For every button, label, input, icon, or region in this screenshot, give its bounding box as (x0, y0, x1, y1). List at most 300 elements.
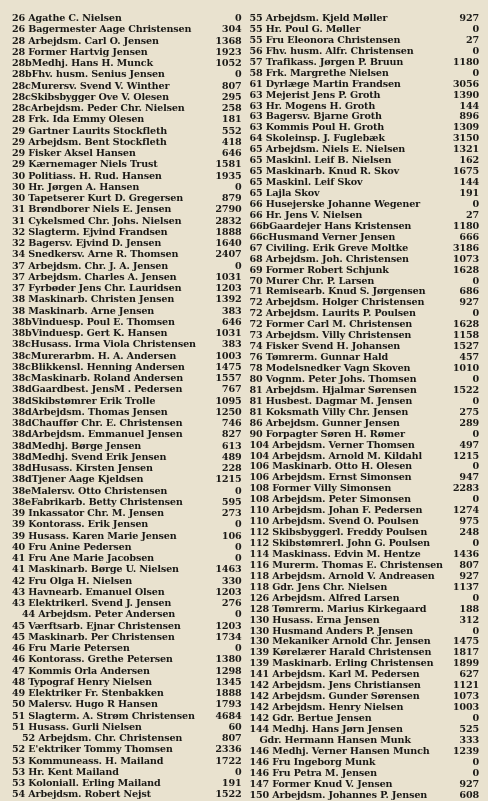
list-item (250, 494, 480, 505)
list-item (250, 308, 480, 319)
entry-name: Gdr. Hermann Hansen Munk (259, 734, 411, 746)
list-item (250, 374, 480, 385)
list-item (250, 768, 480, 779)
entry-name: 81 Arbejdsm. Hjalmar Sørensen (249, 384, 417, 396)
entry-name: 104 Arbejdsm. Arnold M. Kildahl (249, 450, 422, 462)
entry-name: 42 Fru Olga H. Nielsen (12, 575, 133, 587)
entry-name: 68 Arbejdsm. Joh. Christensen (249, 253, 409, 265)
entry-value: 330 (221, 575, 242, 587)
entry-name: 90 Forpagter Søren H. Rømer (249, 428, 405, 440)
entry-value: 1052 (215, 58, 242, 69)
list-item (12, 643, 242, 654)
entry-name: 72 Arbejdsm. Laurits P. Poulsen (249, 308, 416, 320)
list-item (250, 177, 480, 188)
entry-name: 106 Maskinarb. Otto H. Olesen (249, 461, 412, 473)
list-item (250, 461, 480, 472)
list-item (12, 441, 242, 452)
list-item (12, 699, 242, 710)
entry-name: 46 Kontorass. Grethe Petersen (12, 654, 173, 666)
entry-name: 150 Arbejdsm. Johannes P. Jensen (249, 789, 428, 801)
entry-name: 40 Fru Anine Pedersen (12, 541, 132, 553)
entry-value: 1203 (215, 620, 242, 632)
entry-name: 50 Malersv. Hugo R Hansen (12, 699, 158, 711)
list-item (12, 418, 242, 429)
entry-name: 142 Arbejdsm. Jens Christiansen (249, 680, 421, 692)
entry-name: 55 Hr. Poul G. Møller (249, 23, 361, 35)
entry-name: 41 Maskinarb. Børge U. Nielsen (12, 564, 179, 576)
list-item (12, 58, 242, 69)
list-item (250, 363, 480, 374)
list-item (12, 531, 242, 542)
entry-name: 130 Husass. Erna Jensen (249, 614, 380, 626)
entry-name: 104 Arbejdsm. Verner Thomsen (249, 439, 415, 451)
list-item (250, 669, 480, 680)
entry-value: 418 (221, 136, 242, 148)
list-item (250, 658, 480, 669)
list-item (250, 527, 480, 538)
entry-value: 1180 (452, 56, 479, 68)
entry-name: 38dSkibstømrer Erik Trolle (12, 395, 156, 407)
entry-value: 248 (459, 527, 479, 538)
entry-value: 2407 (215, 249, 242, 261)
entry-name: 45 Værftsarb. Ejnar Christensen (12, 620, 181, 632)
entry-value: 144 (459, 177, 479, 188)
entry-value: 1557 (215, 373, 242, 384)
entry-name: 28bMedhj. Hans H. Munck (12, 58, 153, 69)
list-item (12, 159, 242, 170)
entry-name: 110 Arbejdsm. Johan F. Pedersen (249, 505, 423, 517)
list-item (250, 713, 480, 724)
list-item (250, 385, 480, 396)
entry-value: 0 (234, 519, 242, 531)
entry-value: 191 (221, 778, 242, 789)
entry-name: 142 Gdr. Bertue Jensen (249, 713, 372, 724)
list-item (12, 294, 242, 305)
list-item (250, 111, 480, 122)
entry-value: 947 (459, 472, 479, 484)
entry-value: 0 (472, 23, 479, 35)
entry-name: 63 Kommis Poul H. Groth (249, 122, 385, 134)
right-column (250, 13, 480, 800)
entry-name: 110 Arbejdsm. Svend O. Poulsen (249, 516, 419, 528)
list-item (250, 341, 480, 352)
entry-value: 489 (221, 451, 242, 463)
entry-value: 1475 (452, 636, 479, 648)
entry-name: 58 Frk. Margrethe Nielsen (249, 67, 389, 79)
entry-value: 1380 (215, 654, 242, 666)
entry-value: 2336 (215, 744, 242, 756)
entry-value: 1888 (215, 226, 242, 238)
list-item (12, 283, 242, 294)
list-item (12, 767, 242, 778)
entry-name: 139 Kørelærer Harald Christensen (249, 647, 432, 659)
entry-name: 49 Elektriker Fr. Stenbakken (12, 688, 164, 699)
list-item (12, 227, 242, 238)
entry-value: 1073 (452, 253, 479, 265)
entry-value: 646 (221, 148, 242, 159)
list-item (250, 396, 480, 407)
entry-value: 1581 (215, 159, 242, 171)
list-item (250, 735, 480, 746)
entry-name: 64 Skoleinsp. J. Fuglebæk (249, 133, 385, 145)
entry-name: 65 Maskinarb. Knud R. Skov (249, 166, 399, 178)
list-item (250, 35, 480, 46)
list-item (250, 276, 480, 287)
entry-value: 807 (459, 559, 479, 571)
list-item (12, 114, 242, 125)
entry-value: 1527 (452, 341, 479, 353)
list-item (12, 508, 242, 519)
entry-name: 55 Fru Eleonora Christensen (249, 34, 401, 46)
entry-value: 627 (459, 669, 479, 681)
entry-value: 0 (234, 766, 242, 778)
entry-value: 0 (234, 541, 242, 553)
entry-value: 106 (221, 530, 242, 542)
entry-value: 0 (472, 494, 479, 506)
entry-name: 71 Remisearb. Knud S. Jørgensen (249, 286, 426, 298)
entry-name: 28cArbejdsm. Peder Chr. Nielsen (12, 103, 185, 114)
entry-value: 0 (234, 485, 242, 497)
entry-value: 767 (221, 384, 242, 396)
list-item (12, 654, 242, 665)
entry-value: 0 (472, 308, 479, 320)
entry-value: 289 (459, 417, 479, 429)
entry-value: 1734 (215, 631, 242, 643)
entry-value: 0 (234, 553, 242, 564)
entry-value: 1073 (452, 691, 479, 703)
entry-name: 31 Cykelsmed Chr. Johs. Nielsen (12, 215, 182, 227)
list-item (250, 407, 480, 418)
entry-name: 30 Hr. Jørgen A. Hansen (12, 181, 140, 193)
entry-name: 38cHusass. Irma Viola Christensen (12, 339, 196, 351)
entry-name: 78 Modelsnedker Vagn Skoven (249, 363, 411, 374)
list-item (250, 254, 480, 265)
entry-name: 38eFabrikarb. Betty Christensen (12, 496, 183, 508)
list-item (12, 137, 242, 148)
list-item (250, 90, 480, 101)
entry-name: 108 Former Villy Simonsen (249, 483, 392, 495)
entry-name: 48 Typograf Henry Nielsen (12, 676, 152, 688)
entry-value: 552 (221, 125, 242, 137)
entry-value: 144 (459, 100, 479, 112)
entry-value: 1203 (215, 283, 242, 294)
entry-value: 1031 (215, 328, 242, 339)
entry-value: 1345 (215, 676, 242, 688)
list-item (250, 516, 480, 527)
list-item (12, 373, 242, 384)
list-item (250, 626, 480, 637)
entry-name: 38dArbejdsm. Thomas Jensen (12, 406, 168, 418)
list-item (12, 486, 242, 497)
entry-value: 1522 (452, 384, 479, 396)
entry-name: 74 Fisker Svend H. Johansen (249, 341, 401, 353)
list-item (250, 680, 480, 691)
list-item (12, 497, 242, 508)
entry-value: 1239 (452, 745, 479, 757)
entry-name: 28cMurersv. Svend V. Winther (12, 80, 170, 92)
entry-value: 1003 (452, 702, 479, 713)
entry-value: 276 (221, 598, 242, 609)
list-item (12, 204, 242, 215)
list-item (12, 13, 242, 24)
entry-name: 112 Skibstømrerl. John G. Poulsen (249, 538, 430, 549)
entry-name: 51 Husass. Gurli Nielsen (12, 721, 142, 733)
list-item (250, 429, 480, 440)
entry-name: 38 Maskinarb. Christen Jensen (12, 294, 175, 306)
entry-value: 1321 (452, 144, 479, 156)
entry-value: 0 (472, 67, 479, 79)
entry-name: 76 Tømrerm. Gunnar Hald (249, 352, 389, 363)
list-item (250, 133, 480, 144)
entry-name: 29 Kærnemager Niels Trust (12, 159, 158, 171)
list-item (250, 724, 480, 735)
entry-value: 1392 (215, 294, 242, 306)
entry-name: 28bFhv. husm. Senius Jensen (12, 69, 165, 81)
entry-value: 2832 (215, 215, 242, 227)
entry-value: 3186 (452, 242, 479, 254)
entry-name: 54 Arbejdsm. Robert Nejst (12, 789, 151, 801)
list-item (250, 57, 480, 68)
entry-value: 2790 (215, 204, 242, 216)
entry-name: 55 Arbejdsm. Kjeld Møller (249, 13, 388, 24)
entry-value: 1436 (452, 548, 479, 560)
entry-name: 116 Murerm. Thomas E. Christensen (249, 559, 443, 571)
entry-name: 43 Havnearb. Emanuel Olsen (12, 586, 165, 598)
entry-value: 0 (234, 609, 242, 621)
entry-name: 57 Trafikass. Jørgen P. Bruun (249, 56, 404, 68)
entry-name: 130 Husmand Anders P. Jensen (249, 625, 413, 637)
entry-value: 295 (221, 91, 242, 103)
entry-name: 81 Koksmath Villy Chr. Jensen (249, 406, 409, 418)
list-item (12, 474, 242, 485)
list-item (250, 440, 480, 451)
entry-value: 181 (221, 114, 242, 126)
entry-value: 646 (221, 316, 242, 328)
entry-value: 0 (472, 428, 479, 440)
entry-name: 38dArbejdsm. Emmanuel Jensen (12, 429, 183, 441)
entry-value: 60 (228, 721, 242, 733)
entry-value: 383 (221, 305, 242, 317)
entry-name: 28cSkibsbygger Ove V. Olesen (12, 91, 169, 103)
entry-name: 38dGaardbest. JensM . Pedersen (12, 384, 183, 396)
entry-name: 38dChauffør Chr. E. Christensen (12, 418, 183, 429)
entry-value: 807 (221, 733, 242, 744)
entry-value: 1475 (215, 361, 242, 373)
list-item (250, 221, 480, 232)
entry-value: 1137 (452, 581, 479, 593)
entry-value: 975 (459, 516, 479, 528)
entry-name: 52 E'ektriker Tommy Thomsen (12, 744, 173, 756)
entry-name: 38dTjener Aage Kjeldsen (12, 474, 144, 486)
entry-value: 162 (459, 155, 479, 167)
list-item (250, 418, 480, 429)
list-item (250, 790, 480, 801)
entry-name: 130 Mekaniker Arnold Chr. Jensen (249, 636, 431, 648)
entry-name: 147 Former Knud V. Jensen (249, 778, 393, 790)
list-item (12, 238, 242, 249)
entry-value: 608 (459, 789, 479, 801)
entry-value: 1923 (215, 46, 242, 58)
entry-name: 34 Snedkersv. Arne R. Thomsen (12, 249, 179, 261)
list-item (250, 166, 480, 177)
list-item (250, 46, 480, 57)
entry-value: 927 (459, 13, 479, 24)
list-item (250, 702, 480, 713)
entry-value: 0 (234, 13, 242, 24)
list-item (250, 155, 480, 166)
entry-value: 879 (221, 193, 242, 204)
list-item (250, 451, 480, 462)
entry-value: 0 (472, 538, 479, 549)
entry-name: 80 Vognm. Peter Johs. Thomsen (249, 373, 417, 385)
entry-value: 746 (221, 418, 242, 429)
list-item (250, 101, 480, 112)
list-item (250, 144, 480, 155)
entry-name: 118 Arbejdsm. Arnold V. Andreasen (249, 570, 435, 582)
entry-value: 1003 (215, 350, 242, 362)
entry-value: 595 (221, 496, 242, 508)
entry-name: 108 Arbejdsm. Peter Simonsen (249, 494, 411, 506)
entry-name: 53 Hr. Kent Mailand (12, 766, 119, 778)
list-item (12, 632, 242, 643)
entry-name: 38bVinduesp. Gert K. Hansen (12, 328, 168, 339)
entry-value: 0 (472, 45, 479, 57)
entry-name: 28 Frk. Ida Emmy Olesen (12, 114, 145, 126)
entry-value: 1180 (452, 220, 479, 232)
entry-value: 1215 (215, 474, 242, 486)
list-item (12, 328, 242, 339)
entry-value: 1158 (452, 330, 479, 342)
list-item (12, 317, 242, 328)
entry-name: 39 Kontorass. Erik Jensen (12, 519, 149, 531)
list-item (12, 103, 242, 114)
entry-value: 27 (465, 209, 479, 221)
entry-value: 666 (459, 231, 479, 243)
entry-name: 72 Former Carl M. Christensen (249, 319, 413, 331)
entry-value: 927 (459, 778, 479, 790)
list-item (250, 779, 480, 790)
entry-value: 0 (472, 592, 479, 604)
entry-value: 1250 (215, 406, 242, 418)
list-item (12, 756, 242, 767)
entry-value: 1298 (215, 665, 242, 677)
entry-name: 118 Gdr. Jens Chr. Nielsen (249, 581, 388, 593)
entry-name: 26 Agathe C. Nielsen (12, 13, 122, 24)
list-item (12, 789, 242, 800)
entry-value: 827 (221, 429, 242, 441)
entry-value: 0 (472, 461, 479, 473)
entry-name: 146 Fru Ingeborg Munk (249, 756, 376, 768)
entry-value: 1031 (215, 271, 242, 283)
entry-name: 52 Arbejdsm. Chr. Christensen (22, 733, 183, 744)
entry-name: 63 Hr. Mogens H. Groth (249, 100, 376, 112)
entry-value: 1675 (452, 166, 479, 178)
list-item (12, 339, 242, 350)
list-item (250, 352, 480, 363)
entry-name: 51 Slagterm. A. Strøm Christensen (12, 710, 195, 722)
entry-value: 525 (459, 723, 479, 735)
entry-value: 0 (234, 260, 242, 272)
list-item (12, 362, 242, 373)
list-item (250, 265, 480, 276)
entry-value: 4684 (215, 710, 242, 722)
list-item (12, 778, 242, 789)
list-item (12, 666, 242, 677)
list-item (12, 396, 242, 407)
list-item (250, 232, 480, 243)
entry-value: 0 (472, 767, 479, 779)
list-item (12, 92, 242, 103)
entry-value: 258 (221, 103, 242, 114)
entry-name: 144 Medhj. Hans Jørn Jensen (249, 723, 403, 735)
entry-value: 2283 (452, 483, 479, 495)
list-item (12, 306, 242, 317)
list-item (12, 722, 242, 733)
list-item (250, 560, 480, 571)
entry-name: 81 Husbest. Dagmar M. Jensen (249, 395, 413, 407)
entry-name: 65 Lajla Skov (249, 188, 320, 199)
entry-name: 114 Maskinass. Edvin M. Hentze (249, 548, 421, 560)
entry-value: 686 (459, 286, 479, 298)
entry-value: 188 (459, 603, 479, 615)
list-item (12, 126, 242, 137)
list-item (12, 171, 242, 182)
entry-name: 37 Arbejdsm. Chr. J. A. Jensen (12, 260, 169, 272)
entry-value: 1463 (215, 564, 242, 576)
entry-name: 37 Fyrbøder Jens Chr. Lauridsen (12, 283, 182, 294)
entry-value: 333 (459, 734, 479, 746)
entry-value: 0 (472, 275, 479, 287)
entry-value: 0 (234, 643, 242, 654)
entry-value: 1817 (452, 647, 479, 659)
list-item (12, 733, 242, 744)
list-item (12, 24, 242, 35)
list-item (250, 483, 480, 494)
left-column (12, 13, 242, 800)
entry-value: 312 (459, 614, 479, 626)
list-item (12, 576, 242, 587)
entry-value: 383 (221, 339, 242, 351)
list-item (12, 193, 242, 204)
list-item (250, 122, 480, 133)
entry-name: 28 Arbejdsm. Carl O. Jensen (12, 35, 159, 47)
entry-name: 30 Tapetserer Kurt D. Gregersen (12, 193, 184, 204)
list-item (250, 243, 480, 254)
entry-value: 457 (459, 352, 479, 363)
entry-name: 126 Arbejdsm. Alfred Larsen (249, 592, 400, 604)
list-item (12, 542, 242, 553)
list-item (12, 519, 242, 530)
entry-value: 1121 (452, 680, 479, 692)
list-item (250, 472, 480, 483)
list-item (250, 604, 480, 615)
list-item (12, 36, 242, 47)
entry-name: 65 Arbejdsm. Niels E. Nielsen (249, 144, 406, 156)
entry-value: 0 (472, 395, 479, 407)
entry-name: 61 Dyrlæge Martin Frandsen (249, 78, 401, 90)
entry-value: 927 (459, 297, 479, 309)
entry-name: 63 Mejerist Jens P. Groth (249, 89, 381, 101)
entry-name: 106 Arbejdsm. Ernst Simonsen (249, 472, 412, 484)
entry-value: 1368 (215, 35, 242, 47)
entry-value: 1722 (215, 755, 242, 767)
entry-name: 29 Gartner Laurits Stockfleth (12, 125, 168, 137)
list-item (12, 69, 242, 80)
list-item (250, 68, 480, 79)
list-item (12, 249, 242, 260)
entry-name: 43 Elektrikerl. Svend J. Jensen (12, 598, 172, 609)
entry-name: 47 Kommis Orla Andersen (12, 665, 150, 677)
